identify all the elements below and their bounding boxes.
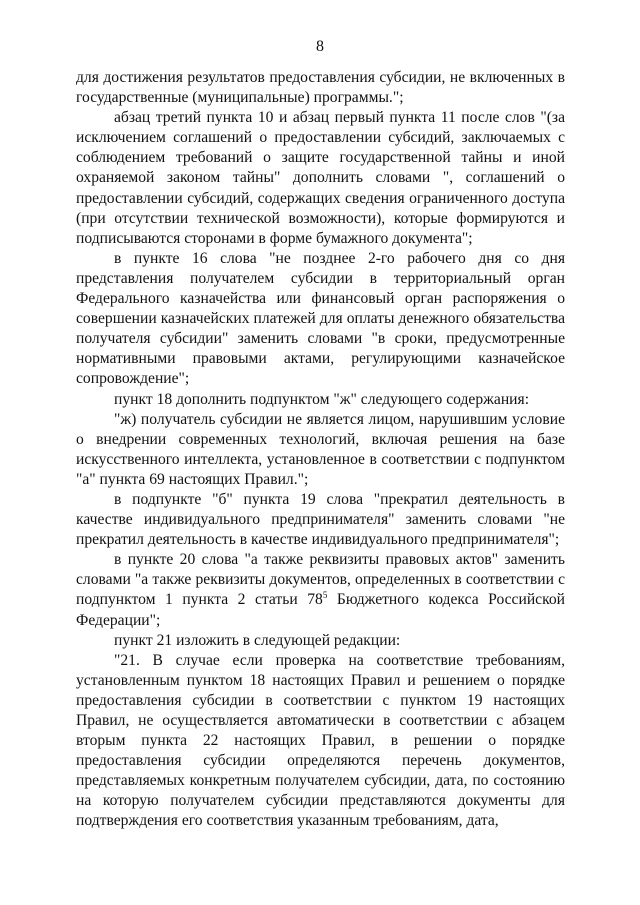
paragraph-3: в пункте 16 слова "не позднее 2-го рабочего дня со дня представления получателем субсидии в территориальный орган Федерального казначейства или финансовый орган распоряжения о совершении казначейских платежей для оплаты денежного обязательства получателя субсидии" заменить словами "в сроки, предусмотренные нормативными правовыми актами, регулирующими казначейское сопровождение"; <box>76 249 565 388</box>
paragraph-7: в пункте 20 слова "а также реквизиты правовых актов" заменить словами "а также реквизиты документов, определенных в соответствии с подпунктом 1 пункта 2 статьи $78^5$ Бюджетного кодекса Российской Федерации"; <box>76 551 566 629</box>
paragraph-4: пункт 18 дополнить подпунктом "ж" следующего содержания: <box>114 390 530 408</box>
paragraph-8: пункт 21 изложить в следующей редакции: <box>114 631 401 649</box>
page-number: 8 <box>316 38 324 55</box>
paragraph-1: для достижения результатов предоставления субсидии, не включенных в государственные (муниципальные) программы."; <box>76 69 565 107</box>
document-body <box>76 68 565 832</box>
paragraph-9: "21. В случае если проверка на соответствие требованиям, установленным пунктом 18 настоящих Правил и решением о порядке предоставления субсидии в соответствии с пунктом 19 настоящих Правил, не осуществляется автоматически в соответствии с абзацем вторым пункта 22 настоящих Правил, в решении о порядке предоставления субсидии определяются перечень документов, представляемых конкретным получателем субсидии, дата, по состоянию на которую получателем субсидии представляются документы для подтверждения его соответствия указанным требованиям, дата, <box>76 651 565 830</box>
paragraph-6: в подпункте "б" пункта 19 слова "прекратил деятельность в качестве индивидуального предпринимателя" заменить словами "не прекратил деятельность в качестве индивидуального предпринимателя"; <box>76 490 565 549</box>
superscript-5: 5 <box>322 590 328 601</box>
paragraph-5: "ж) получатель субсидии не является лицом, нарушившим условие о внедрении современных технологий, включая решения на базе искусственного интеллекта, установленное в соответствии с подпунктом "а" пункта 69 настоящих Правил."; <box>76 410 565 488</box>
paragraph-2: абзац третий пункта 10 и абзац первый пункта 11 после слов "(за исключением соглашений о предоставлении субсидий, заключаемых с соблюдением требований о защите государственной тайны и иной охраняемой законом тайны" дополнить словами ", соглашений о предоставлении субсидий, содержащих сведения ограниченного доступа (при отсутствии технической возможности), которые формируются и подписываются сторонами в форме бумажного документа"; <box>76 109 565 247</box>
